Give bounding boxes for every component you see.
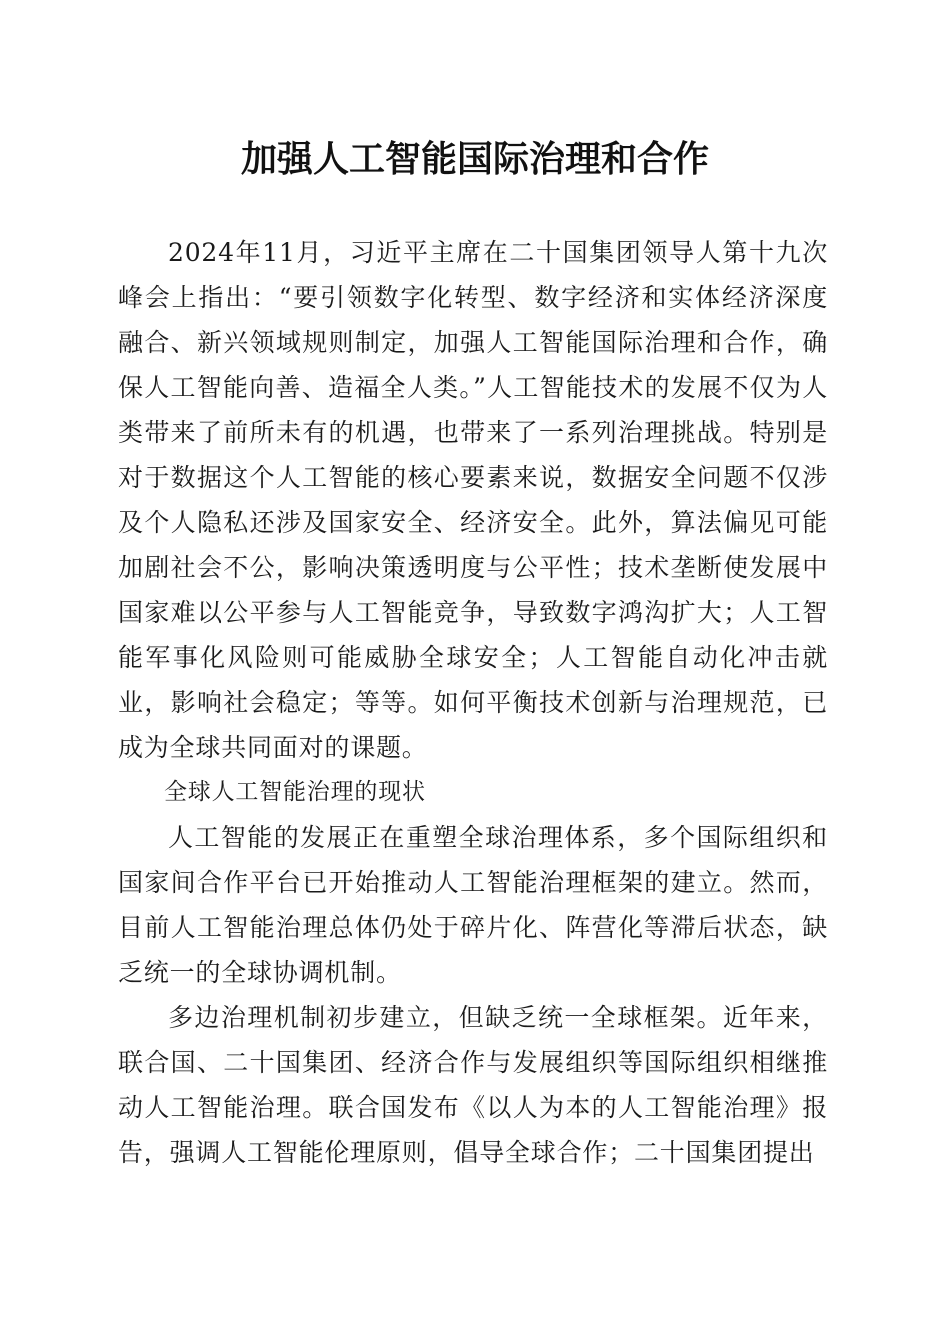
paragraph-multilateral: 多边治理机制初步建立，但缺乏统一全球框架。近年来，联合国、二十国集团、经济合作与发展组织等国际组织相继推动人工智能治理。联合国发布《以人为本的人工智能治理》报告，强调人工智能伦理原则，倡导全球合作；二十国集团提出 [118,1003,828,1167]
document-body [118,230,828,1175]
paragraph-intro: 2024年11月，习近平主席在二十国集团领导人第十九次峰会上指出：“要引领数字化转型、数字经济和实体经济深度融合、新兴领域规则制定，加强人工智能国际治理和合作，确保人工智能向善、造福全人类。”人工智能技术的发展不仅为人类带来了前所未有的机遇，也带来了一系列治理挑战。特别是对于数据这个人工智能的核心要素来说，数据安全问题不仅涉及个人隐私还涉及国家安全、经济安全。此外，算法偏见可能加剧社会不公，影响决策透明度与公平性；技术垄断使发展中国家难以公平参与人工智能竞争，导致数字鸿沟扩大；人工智能军事化风险则可能威胁全球安全；人工智能自动化冲击就业，影响社会稳定；等等。如何平衡技术创新与治理规范，已成为全球共同面对的课题。 [118,238,828,762]
section-heading: 全球人工智能治理的现状 [164,779,426,805]
document-title: 加强人工智能国际治理和合作 [240,138,709,180]
paragraph-status: 人工智能的发展正在重塑全球治理体系，多个国际组织和国家间合作平台已开始推动人工智能治理框架的建立。然而，目前人工智能治理总体仍处于碎片化、阵营化等滞后状态，缺乏统一的全球协调机制。 [118,823,828,987]
